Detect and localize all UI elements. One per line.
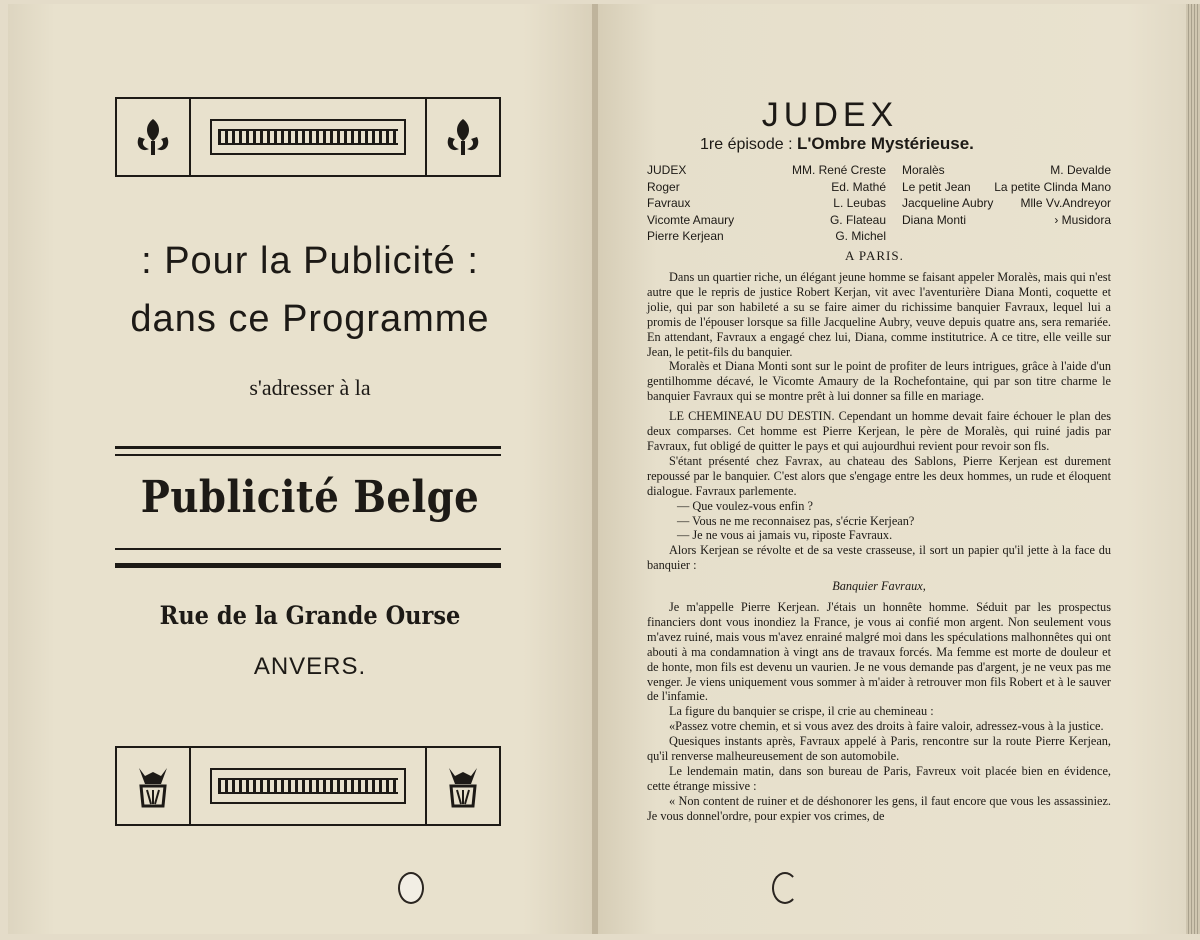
ad-contact-intro: s'adresser à la [249, 375, 371, 400]
paragraph: Quesiques instants après, Favraux appelé à Paris, rencontre sur la route Pierre Kerjean, qu'il renverse malheureusement de son automobile. [647, 734, 1111, 764]
ad-city: ANVERS. [253, 653, 367, 680]
synopsis-text [647, 270, 1111, 824]
cast-row [647, 212, 1127, 229]
double-rule [115, 446, 501, 456]
episode-label: 1re épisode : [700, 136, 793, 153]
cast-actor: › Musidora [1054, 212, 1111, 227]
cast-role: Moralès [902, 163, 945, 177]
cast-actor: MM. René Creste [791, 163, 886, 177]
cast-row [647, 179, 1127, 196]
paragraph: S'étant présenté chez Favrax, au chateau des Sablons, Pierre Kerjean est durement repoussé par le banquier. C'est alors que s'engage entre les deux hommes, un rude et éloquent dialogue. Favraux parlemente. [647, 453, 1111, 498]
cast-role: Le petit Jean [902, 179, 971, 194]
cast-role: Diana Monti [902, 212, 967, 227]
cast-role: Roger [647, 179, 680, 194]
paragraph: Le lendemain matin, dans son bureau de Paris, Favreux voit placée bien en évidence, cette étrange missive : [647, 764, 1111, 793]
cast-actor: G. Flateau [829, 212, 886, 227]
paragraph: Moralès et Diana Monti sont sur le point de profiter de leurs intrigues, grâce à l'aide d'un gentilhomme décavé, le Vicomte Amaury de la Rochefontaine, qui par son titre charme le banquier Favraux qui se montre prêt à lui donner sa fille en mariage. [647, 359, 1111, 404]
cast-role: JUDEX [647, 163, 687, 177]
paragraph: Je m'appelle Pierre Kerjean. J'étais un honnête homme. Séduit par les prospectus financiers dont vous inondiez la France, je vous ai confié mon argent. Non seulement vous m'avez ruiné, mais vous m'avez enrainé malgré moi dans les spéculations malhonnêtes qui ont abouti à ma condamnation à vingt ans de travaux forcés. Ma femme est morte de douleur et de honte, mon fils est devenu un vaurien. Je ne vous demande pas d'argent, je ne veux pas me venger. Je viens uniquement vous sommer à m'aider à retrouver mon fils Robert et à le sauver de l'infamie. [647, 600, 1111, 704]
double-rule [115, 548, 501, 568]
fleuron-icon [425, 99, 499, 175]
cast-role: Jacqueline Aubry [902, 196, 994, 210]
paragraph: La figure du banquier se crispe, il crie au chemineau : [669, 704, 934, 719]
cast-actor: La petite Clinda Mano [994, 179, 1111, 194]
cast-actor: L. Leubas [833, 196, 886, 210]
viking-helmet-icon [117, 748, 191, 824]
ornamental-band [210, 768, 406, 804]
ornamental-band [210, 119, 406, 155]
ad-headline-2: dans ce Programme [130, 298, 490, 340]
paragraph: LE CHEMINEAU DU DESTIN. Cependant un homme devait faire échouer le plan des deux comparses. Cet homme est Pierre Kerjean, le père de Moralès, qui ruiné jadis par Favraux, fut obligé de quitter le pays et qui aujourdhui revient pour revoir son fls. [647, 409, 1111, 453]
paragraph: «Passez votre chemin, et si vous avez des droits à faire valoir, adressez-vous à la justice. [669, 719, 1104, 734]
episode-heading [700, 134, 1060, 154]
page-edges [1186, 4, 1200, 934]
cast-row [647, 195, 1127, 212]
cast-row [647, 228, 1127, 245]
viking-helmet-icon [425, 748, 499, 824]
cast-actor: Mlle Vv.Andreyor [1020, 196, 1111, 210]
letter-salutation: Banquier Favraux, [832, 579, 926, 594]
cast-role: Favraux [647, 196, 691, 210]
punch-hole [772, 872, 798, 904]
punch-hole [398, 872, 424, 904]
ad-street: Rue de la Grande Ourse [159, 601, 461, 630]
top-ornament-frame [115, 97, 501, 177]
paragraph: Dans un quartier riche, un élégant jeune homme se faisant appeler Moralès, mais qui n'est autre que le repris de justice Robert Kerjan, vit avec l'aventurière Diana Monti, coquette et jolie, qui par son habileté a su se faire aimer du richissime banquier Favraux, lequel lui a promis de l'épouser lorsque sa fille Jacqueline Aubry, veuve depuis quatre ans, sera remariée. En attendant, Favraux a engagé chez lui, Diana, comme institutrice. A ce titre, elle veille sur Jean, le petit-fils du banquier. [647, 270, 1111, 359]
bottom-ornament-frame [115, 746, 501, 826]
cast-actor: G. Michel [835, 229, 886, 243]
scene-location: A PARIS. [845, 248, 904, 263]
cast-row [647, 162, 1127, 179]
ad-headline: : Pour la Publicité : [141, 240, 479, 282]
cast-role: Pierre Kerjean [647, 229, 724, 243]
paragraph: « Non content de ruiner et de déshonorer les gens, il faut encore que vous les assassiniez. Je vous donnel'ordre, pour expier vos crimes, de [647, 793, 1111, 823]
dialogue-line: — Que voulez-vous enfin ? [677, 498, 813, 513]
dialogue-line: — Vous ne me reconnaisez pas, s'écrie Kerjean? [677, 513, 915, 528]
fleuron-icon [117, 99, 191, 175]
film-title: JUDEX [761, 96, 899, 134]
cast-list [647, 162, 1127, 245]
cast-actor: Ed. Mathé [831, 179, 886, 194]
cast-role: Vicomte Amaury [647, 212, 735, 227]
episode-title: L'Ombre Mystérieuse. [796, 134, 974, 153]
cast-actor: M. Devalde [1050, 163, 1111, 177]
paragraph: Alors Kerjean se révolte et de sa veste crasseuse, il sort un papier qu'il jette à la face du banquier : [647, 543, 1111, 573]
ad-brand-name: Publicité Belge [140, 472, 480, 523]
dialogue-line: — Je ne vous ai jamais vu, riposte Favraux. [677, 528, 893, 543]
